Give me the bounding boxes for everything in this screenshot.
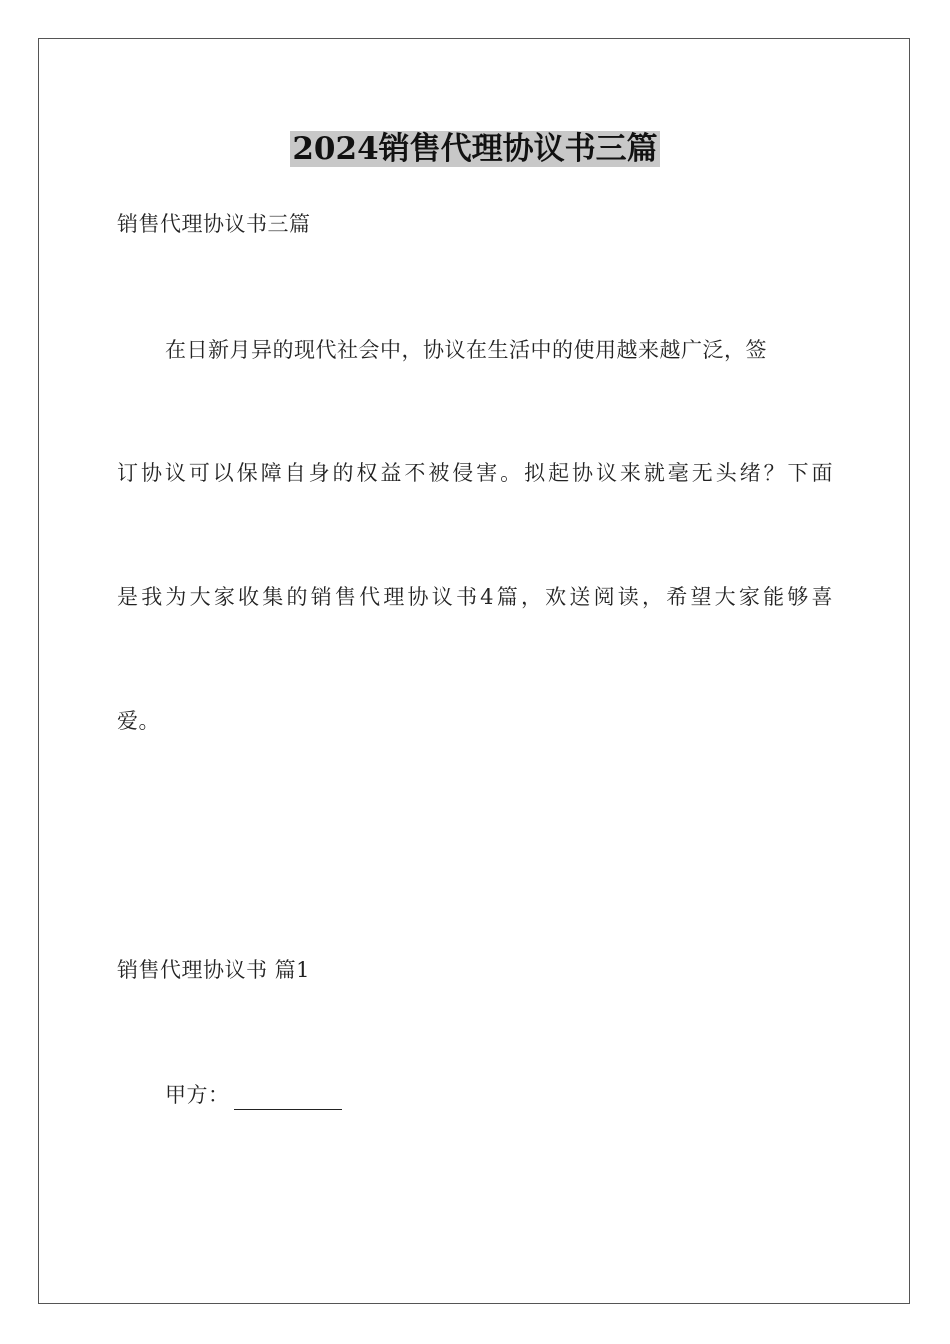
intro-line-4: 爱。 (117, 709, 160, 733)
document-title (0, 128, 950, 170)
intro-line-3: 是我为大家收集的销售代理协议书4篇，欢送阅读，希望大家能够喜 (117, 585, 833, 609)
intro-line-1: 在日新月异的现代社会中，协议在生活中的使用越来越广泛，签 (165, 338, 767, 362)
party-a-label: 甲方： (165, 1083, 230, 1107)
intro-line-2: 订协议可以保障自身的权益不被侵害。拟起协议来就毫无头绪？下面 (117, 461, 833, 485)
section-heading: 销售代理协议书 篇1 (117, 958, 311, 982)
document-title-text: 2024销售代理协议书三篇 (292, 131, 658, 167)
document-subtitle: 销售代理协议书三篇 (117, 212, 311, 236)
party-a-blank-field[interactable] (234, 1087, 342, 1110)
party-a-line (165, 1080, 465, 1110)
